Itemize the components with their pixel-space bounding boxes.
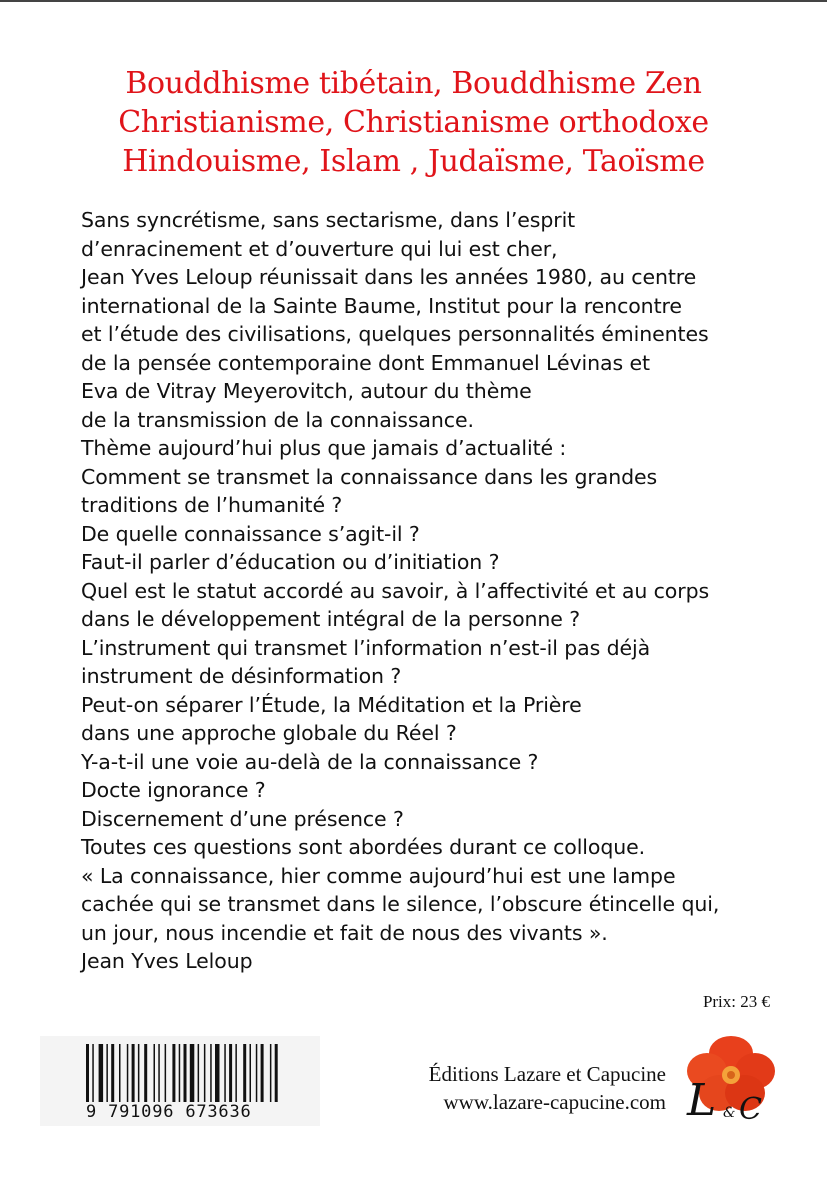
description-line: et l’étude des civilisations, quelques personnalités éminentes bbox=[81, 322, 709, 346]
description-line: Discernement d’une présence ? bbox=[81, 806, 404, 831]
description-line: Faut-il parler d’éducation ou d’initiation ? bbox=[81, 550, 500, 574]
publisher-url: www.lazare-capucine.com bbox=[443, 1090, 666, 1114]
description-text bbox=[81, 206, 781, 976]
author-signature-line: Jean Yves Leloup bbox=[81, 949, 253, 973]
description-line: De quelle connaissance s’agit-il ? bbox=[81, 521, 420, 546]
description-line: dans le développement intégral de la personne ? bbox=[81, 607, 581, 631]
religions-heading bbox=[0, 64, 827, 181]
description-line: Eva de Vitray Meyerovitch, autour du thème bbox=[81, 379, 532, 403]
description-line: de la transmission de la connaissance. bbox=[81, 407, 474, 432]
description-line: instrument de désinformation ? bbox=[81, 664, 402, 688]
description-line: Jean Yves Leloup réunissait dans les années 1980, au centre bbox=[81, 265, 697, 289]
price-label: Prix: 23 € bbox=[702, 992, 770, 1011]
isbn-number: 9 791096 673636 bbox=[86, 1102, 252, 1122]
logo-ampersand: & bbox=[723, 1105, 736, 1121]
description-line: Thème aujourd’hui plus que jamais d’actualité : bbox=[81, 436, 567, 460]
description-line: Comment se transmet la connaissance dans les grandes bbox=[81, 464, 658, 489]
description-line: traditions de l’humanité ? bbox=[81, 493, 343, 517]
description-line: L’instrument qui transmet l’information n’est-il pas déjà bbox=[81, 635, 651, 660]
religions-line-2: Christianisme, Christianisme orthodoxe bbox=[118, 105, 709, 140]
description-line: Docte ignorance ? bbox=[81, 778, 266, 802]
religions-line-3: Hindouisme, Islam , Judaïsme, Taoïsme bbox=[122, 144, 705, 179]
description-line: dans une approche globale du Réel ? bbox=[81, 721, 457, 745]
description-line: « La connaissance, hier comme aujourd’hui est une lampe bbox=[81, 863, 676, 888]
logo-letter-l: L bbox=[687, 1075, 717, 1123]
description-line: Y-a-t-il une voie au-delà de la connaissance ? bbox=[81, 749, 539, 774]
publisher-name: Éditions Lazare et Capucine bbox=[428, 1062, 666, 1086]
barcode-area bbox=[40, 1036, 320, 1126]
description-line: Quel est le statut accordé au savoir, à l’affectivité et au corps bbox=[81, 578, 710, 603]
religions-line-1: Bouddhisme tibétain, Bouddhisme Zen bbox=[125, 66, 702, 101]
barcode-icon bbox=[86, 1044, 298, 1102]
description-line: Sans syncrétisme, sans sectarisme, dans l’esprit bbox=[81, 208, 576, 232]
description-line: de la pensée contemporaine dont Emmanuel Lévinas et bbox=[81, 350, 650, 375]
description-line: cachée qui se transmet dans le silence, l’obscure étincelle qui, bbox=[81, 892, 720, 916]
nasturtium-flower-logo bbox=[683, 1035, 779, 1123]
description-line: d’enracinement et d’ouverture qui lui est cher, bbox=[81, 236, 558, 261]
description-line: un jour, nous incendie et fait de nous des vivants ». bbox=[81, 920, 608, 945]
description-line: Toutes ces questions sont abordées durant ce colloque. bbox=[81, 835, 646, 859]
logo-letter-c: C bbox=[739, 1092, 762, 1123]
description-line: Peut-on séparer l’Étude, la Méditation et la Prière bbox=[81, 692, 582, 717]
publisher-block bbox=[360, 1060, 666, 1116]
description-line: international de la Sainte Baume, Institut pour la rencontre bbox=[81, 293, 682, 318]
